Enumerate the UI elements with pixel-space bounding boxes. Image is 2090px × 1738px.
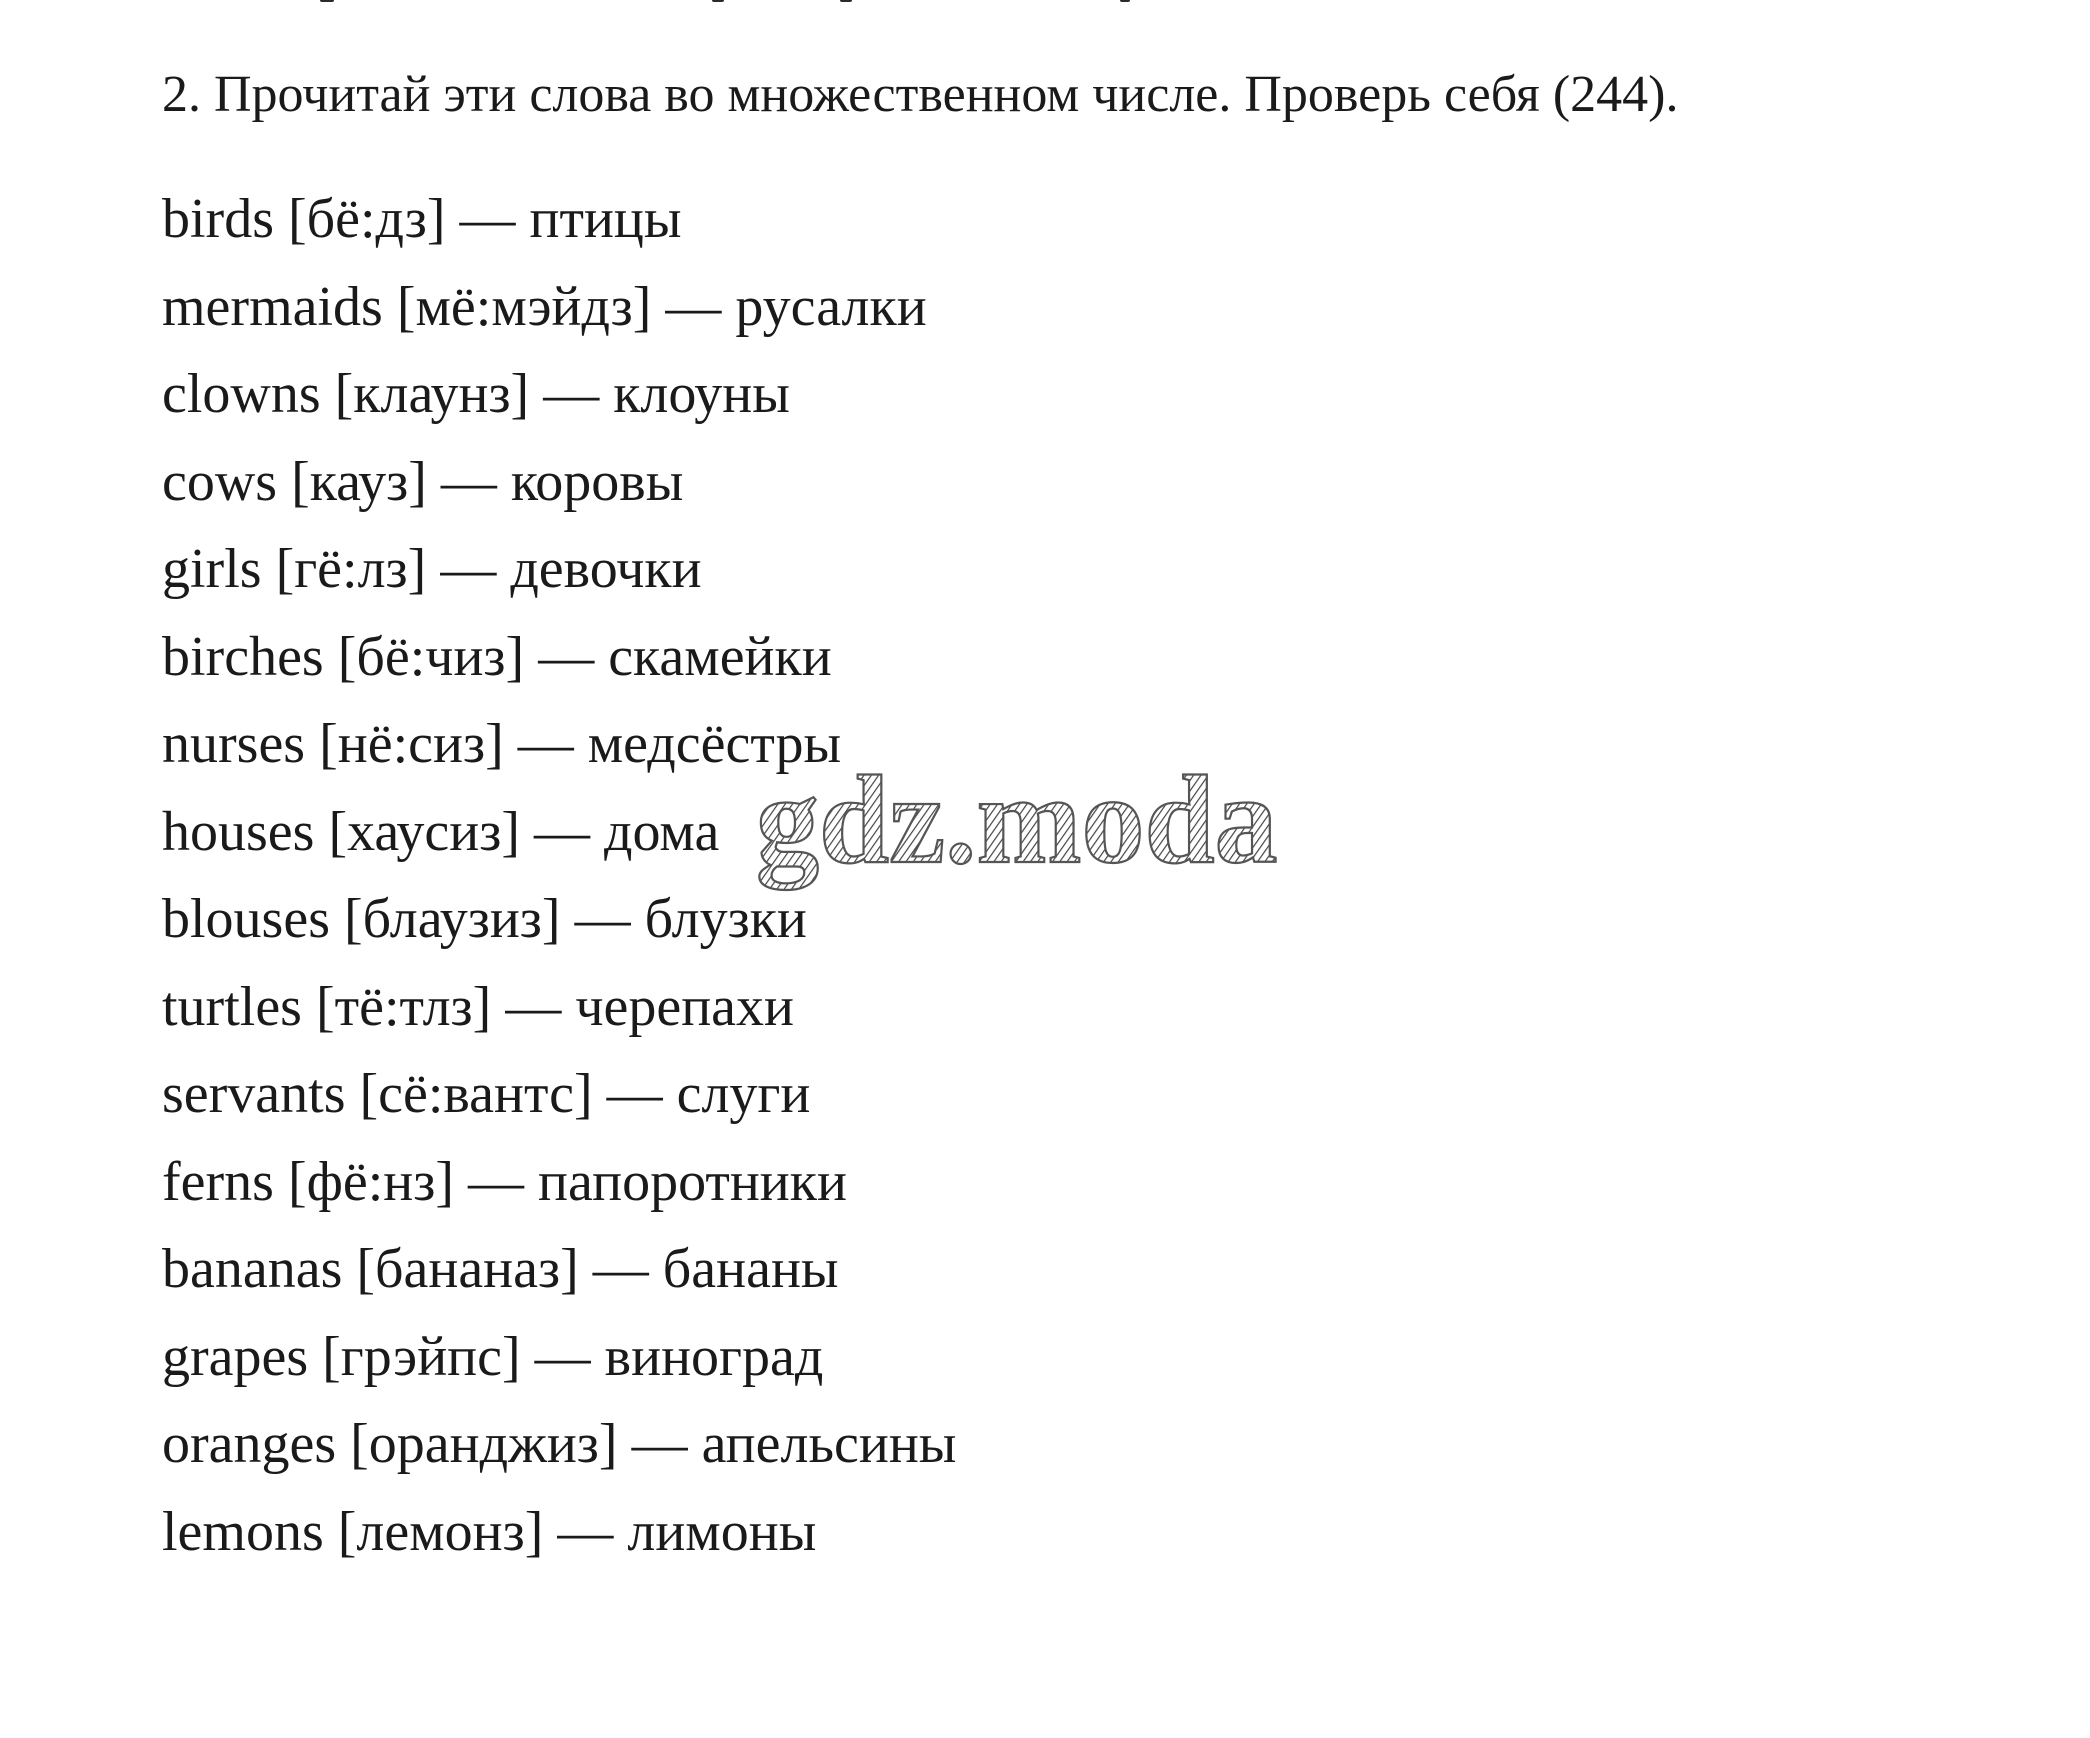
word-translation: клоуны xyxy=(613,363,790,425)
word-english: lemons xyxy=(162,1500,324,1563)
word-entry xyxy=(162,1234,956,1322)
word-dash: — xyxy=(533,800,590,863)
word-english: turtles xyxy=(162,975,302,1038)
word-english: girls xyxy=(162,538,262,600)
word-entry xyxy=(162,972,956,1060)
word-transcription: [нё:сиз] xyxy=(319,713,504,775)
word-english: mermaids xyxy=(162,275,383,338)
word-english: houses xyxy=(162,800,315,863)
word-translation: виноград xyxy=(604,1325,824,1388)
word-english: ferns xyxy=(162,1150,274,1213)
word-translation: папоротники xyxy=(538,1150,847,1213)
word-dash: — xyxy=(505,975,562,1038)
word-dash: — xyxy=(631,1413,688,1475)
word-dash: — xyxy=(517,713,574,775)
word-transcription: [сё:вантс] xyxy=(359,1063,593,1125)
word-entry xyxy=(162,534,956,622)
word-transcription: [бё:дз] xyxy=(288,188,446,250)
word-english: birches xyxy=(162,625,324,688)
word-entry xyxy=(162,272,956,360)
word-transcription: [фё:нз] xyxy=(287,1150,455,1213)
word-english: blouses xyxy=(162,888,330,950)
word-dash: — xyxy=(543,363,600,425)
word-translation: коровы xyxy=(510,450,684,513)
word-dash: — xyxy=(459,188,516,250)
word-transcription: [блаузиз] xyxy=(344,888,561,950)
word-entry xyxy=(162,184,956,272)
word-entry xyxy=(162,359,956,447)
word-english: clowns xyxy=(162,363,321,425)
word-english: birds xyxy=(162,188,274,250)
word-entry xyxy=(162,1147,956,1235)
word-translation: скамейки xyxy=(608,625,832,688)
word-translation: девочки xyxy=(510,538,702,600)
word-transcription: [хаусиз] xyxy=(328,800,520,863)
word-entry xyxy=(162,447,956,535)
word-transcription: [оранджиз] xyxy=(350,1413,618,1475)
exercise-title: 2. Прочитай эти слова во множественном числе. Проверь себя (244). xyxy=(162,66,1679,123)
word-dash: — xyxy=(440,450,497,513)
word-transcription: [бананаз] xyxy=(356,1238,579,1300)
word-transcription: [бё:чиз] xyxy=(337,625,525,688)
word-transcription: [мё:мэйдз] xyxy=(396,275,652,338)
word-english: nurses xyxy=(162,713,306,775)
word-dash: — xyxy=(534,1325,591,1388)
word-transcription: [гё:лз] xyxy=(275,538,427,600)
word-english: cows xyxy=(162,450,278,513)
word-translation: блузки xyxy=(644,888,807,950)
word-english: servants xyxy=(162,1063,346,1125)
watermark-logo xyxy=(748,762,1348,892)
word-translation: медсёстры xyxy=(587,713,842,775)
previous-line-fragment xyxy=(320,0,1140,6)
word-transcription: [грэйпс] xyxy=(322,1325,521,1388)
word-transcription: [кауз] xyxy=(291,450,427,513)
word-dash: — xyxy=(665,275,722,338)
word-transcription: [клаунз] xyxy=(334,363,530,425)
word-translation: слуги xyxy=(676,1063,811,1125)
word-dash: — xyxy=(574,888,631,950)
word-entry xyxy=(162,1059,956,1147)
word-dash: — xyxy=(606,1063,663,1125)
word-dash: — xyxy=(592,1238,649,1300)
word-translation: бананы xyxy=(662,1238,839,1300)
word-entry xyxy=(162,1322,956,1410)
word-translation: апельсины xyxy=(701,1413,957,1475)
word-entry xyxy=(162,622,956,710)
word-translation: русалки xyxy=(735,275,927,338)
word-entry xyxy=(162,884,956,972)
word-english: oranges xyxy=(162,1413,337,1475)
word-dash: — xyxy=(440,538,497,600)
word-translation: дома xyxy=(603,800,720,863)
word-entry xyxy=(162,1497,956,1585)
word-translation: птицы xyxy=(529,188,682,250)
watermark-text: gdz.moda xyxy=(756,762,1278,890)
word-translation: лимоны xyxy=(627,1500,817,1563)
word-translation: черепахи xyxy=(575,975,794,1038)
word-english: grapes xyxy=(162,1325,309,1388)
word-english: bananas xyxy=(162,1238,343,1300)
word-entry xyxy=(162,1409,956,1497)
word-dash: — xyxy=(538,625,595,688)
word-transcription: [лемонз] xyxy=(337,1500,544,1563)
word-dash: — xyxy=(557,1500,614,1563)
word-transcription: [тё:тлз] xyxy=(315,975,492,1038)
word-dash: — xyxy=(468,1150,525,1213)
